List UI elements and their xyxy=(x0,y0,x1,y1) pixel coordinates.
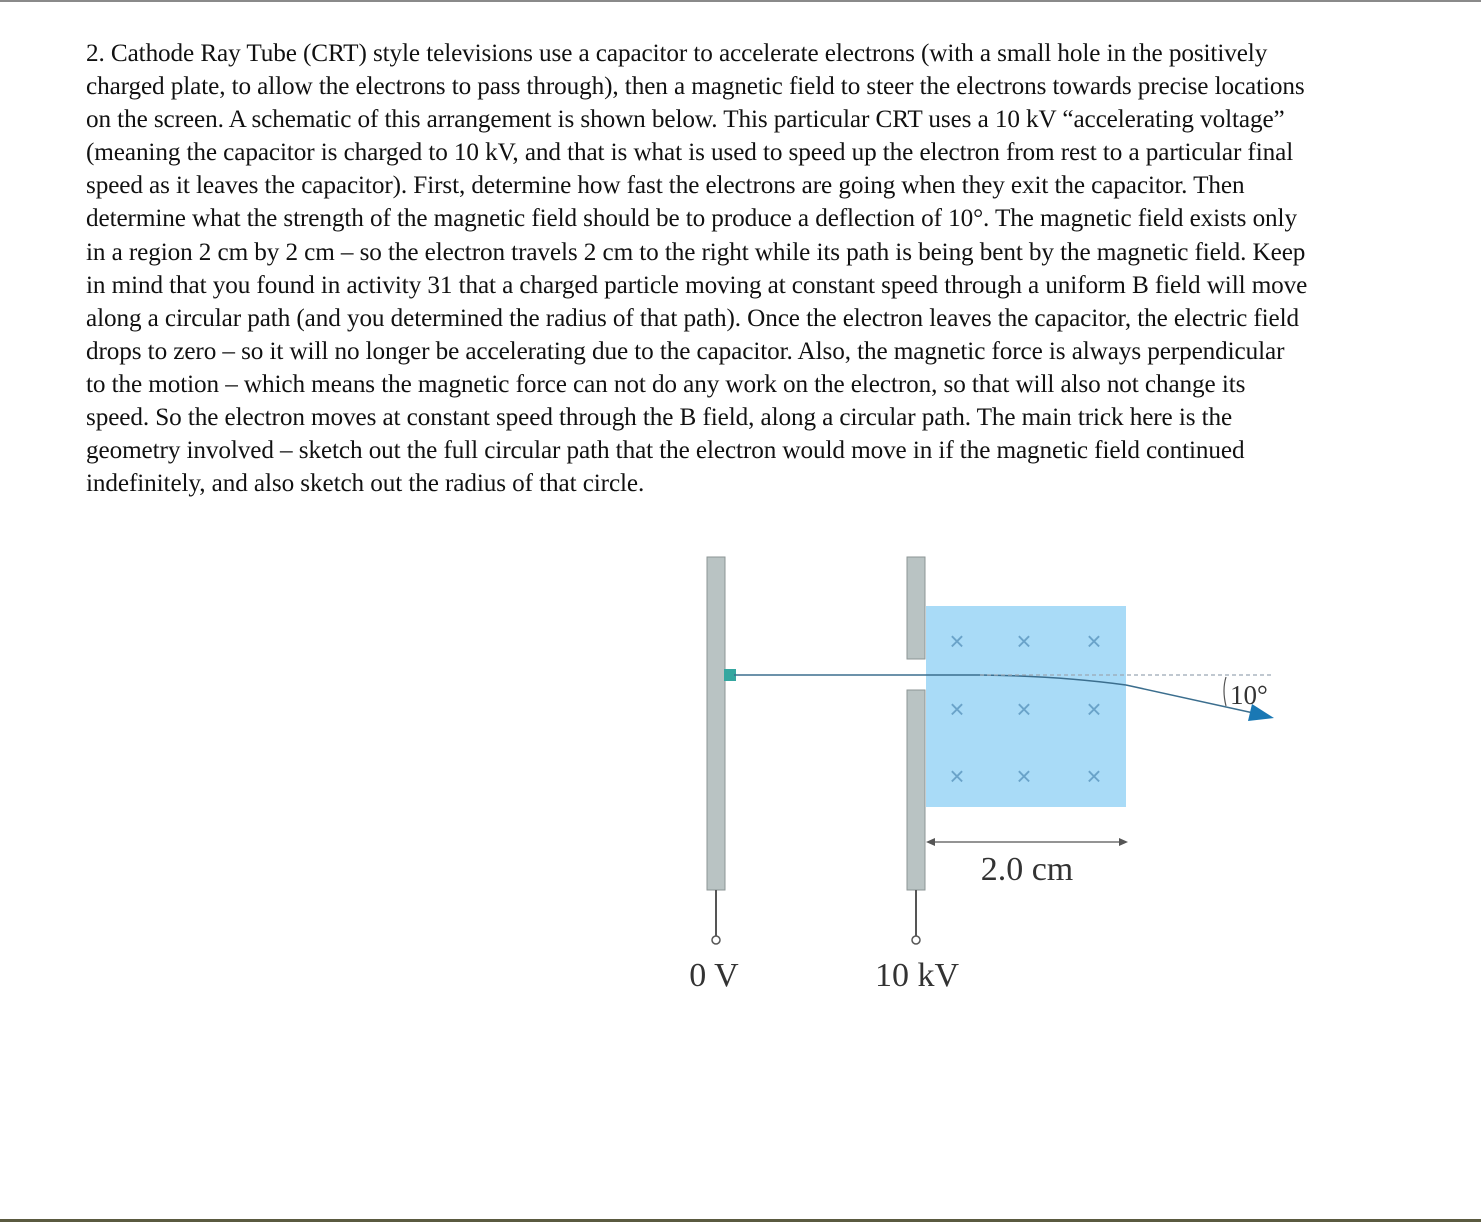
right-plate-voltage-label: 10 kV xyxy=(874,957,960,994)
right-capacitor-plate-upper xyxy=(907,557,925,659)
question-line: to the motion – which means the magnetic force can not do any work on the electron, so that will also not change its xyxy=(86,370,1246,398)
field-into-page-icon: × xyxy=(1016,761,1032,791)
deflection-angle-arc xyxy=(1224,677,1226,706)
left-capacitor-plate xyxy=(707,557,725,890)
question-line: along a circular path (and you determined the radius of that path). Once the electron leaves the capacitor, the electric field xyxy=(86,304,1300,332)
question-line: determine what the strength of the magnetic field should be to produce a deflection of 10°. The magnetic field exists only xyxy=(86,205,1297,233)
question-line: charged plate, to allow the electrons to pass through), then a magnetic field to steer the electrons towards precise locations xyxy=(86,73,1305,101)
left-plate-voltage-label: 0 V xyxy=(689,957,739,994)
field-into-page-icon: × xyxy=(1016,694,1032,724)
crt-schematic-svg xyxy=(660,540,1320,1000)
field-into-page-icon: × xyxy=(1086,761,1102,791)
question-line: (meaning the capacitor is charged to 10 kV, and that is what is used to speed up the electron from rest to a particular final xyxy=(86,139,1294,167)
field-into-page-icon: × xyxy=(949,694,965,724)
question-line: in mind that you found in activity 31 that a charged particle moving at constant speed through a uniform B field will move xyxy=(86,271,1308,299)
question-line: drops to zero – so it will no longer be accelerating due to the capacitor. Also, the magnetic force is always perpendicular xyxy=(86,337,1285,365)
field-into-page-icon: × xyxy=(1086,694,1102,724)
dimension-arrow-left-icon xyxy=(926,838,935,846)
question-text xyxy=(86,37,1406,500)
deflection-angle-label: 10° xyxy=(1230,680,1268,710)
question-line: indefinitely, and also sketch out the radius of that circle. xyxy=(86,470,645,498)
question-line: speed as it leaves the capacitor). First, determine how fast the electrons are going when they exit the capacitor. Then xyxy=(86,172,1245,200)
field-into-page-icon: × xyxy=(1016,626,1032,656)
dimension-arrow-right-icon xyxy=(1119,838,1128,846)
question-line: 2. Cathode Ray Tube (CRT) style televisions use a capacitor to accelerate electrons (with a small hole in the positively xyxy=(86,40,1268,67)
field-into-page-icon: × xyxy=(949,626,965,656)
field-into-page-icon: × xyxy=(1086,626,1102,656)
left-plate-terminal xyxy=(712,936,720,944)
top-border xyxy=(0,0,1481,2)
right-plate-terminal xyxy=(912,936,920,944)
crt-schematic xyxy=(660,540,1320,1000)
field-width-label: 2.0 cm xyxy=(980,851,1074,888)
bottom-border xyxy=(0,1219,1481,1222)
question-line: on the screen. A schematic of this arrangement is shown below. This particular CRT uses a 10 kV “accelerating voltage” xyxy=(86,106,1285,134)
field-into-page-icon: × xyxy=(949,761,965,791)
right-capacitor-plate-lower xyxy=(907,690,925,890)
question-line: geometry involved – sketch out the full circular path that the electron would move in if the magnetic field continued xyxy=(86,437,1245,465)
question-line: in a region 2 cm by 2 cm – so the electron travels 2 cm to the right while its path is being bent by the magnetic field. Keep xyxy=(86,238,1306,266)
question-line: speed. So the electron moves at constant speed through the B field, along a circular path. The main trick here is the xyxy=(86,404,1233,432)
